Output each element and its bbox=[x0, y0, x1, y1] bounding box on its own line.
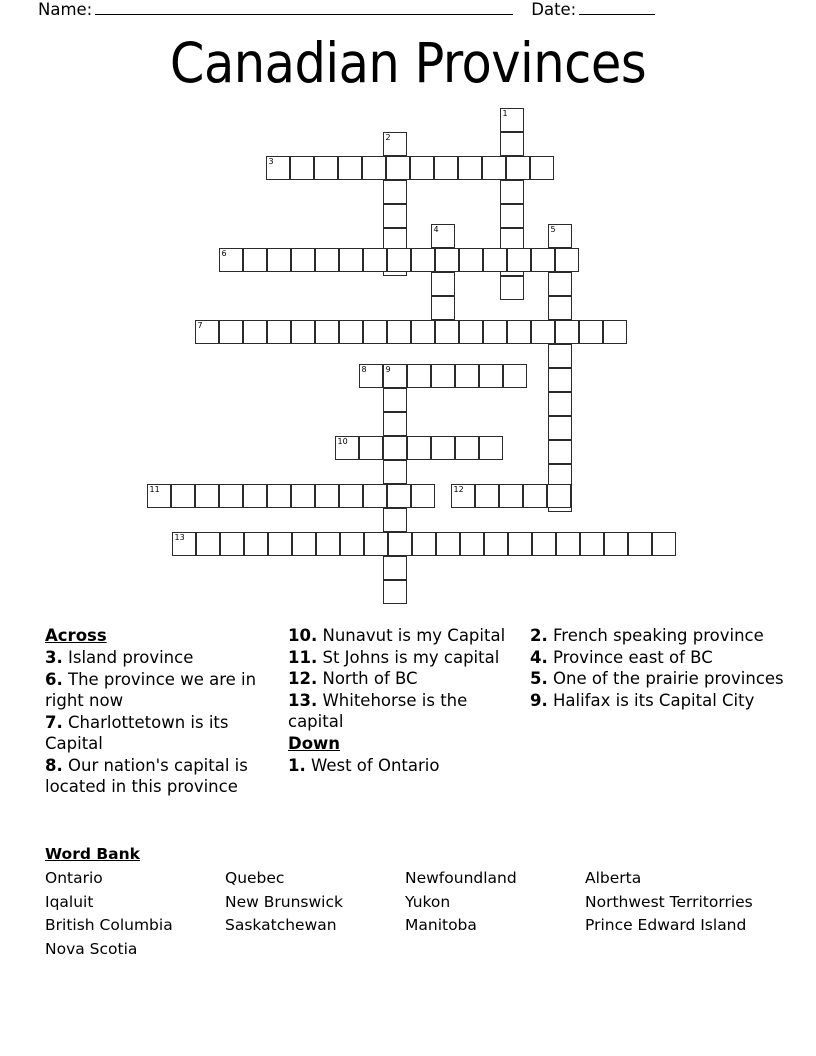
grid-cell[interactable] bbox=[531, 248, 555, 272]
grid-cell[interactable] bbox=[547, 484, 571, 508]
word-bank-item: Prince Edward Island bbox=[585, 916, 747, 934]
grid-cell[interactable] bbox=[507, 248, 531, 272]
grid-cell[interactable] bbox=[383, 364, 407, 388]
grid-cell[interactable] bbox=[335, 436, 359, 460]
grid-cell-number: 2 bbox=[385, 133, 391, 142]
word-bank-item: Northwest Territorries bbox=[585, 892, 753, 911]
clue-number: 6. bbox=[45, 669, 63, 689]
clue-down-5 bbox=[530, 668, 788, 690]
grid-cell[interactable] bbox=[171, 484, 195, 508]
word-bank-item: Ontario bbox=[45, 869, 103, 887]
grid-cell[interactable] bbox=[556, 532, 580, 556]
clue-number: 4. bbox=[530, 647, 548, 667]
grid-cell[interactable] bbox=[411, 248, 435, 272]
grid-cell[interactable] bbox=[532, 532, 556, 556]
grid-cell[interactable] bbox=[451, 484, 475, 508]
grid-cell[interactable] bbox=[499, 484, 523, 508]
grid-cell[interactable] bbox=[603, 320, 627, 344]
grid-cell[interactable] bbox=[500, 180, 524, 204]
grid-cell[interactable] bbox=[431, 224, 455, 248]
grid-cell[interactable] bbox=[503, 364, 527, 388]
word-bank-item: Manitoba bbox=[405, 916, 477, 934]
clue-across-10 bbox=[288, 625, 526, 647]
grid-cell[interactable] bbox=[243, 484, 267, 508]
grid-cell[interactable] bbox=[411, 484, 435, 508]
grid-cell[interactable] bbox=[548, 392, 572, 416]
grid-cell[interactable] bbox=[219, 248, 243, 272]
grid-cell[interactable] bbox=[483, 248, 507, 272]
grid-cell[interactable] bbox=[219, 484, 243, 508]
grid-cell[interactable] bbox=[460, 532, 484, 556]
grid-cell[interactable] bbox=[407, 364, 431, 388]
grid-cell[interactable] bbox=[267, 248, 291, 272]
grid-cell[interactable] bbox=[507, 320, 531, 344]
grid-cell[interactable] bbox=[455, 364, 479, 388]
clue-text: St Johns is my capital bbox=[322, 647, 500, 667]
clue-text: North of BC bbox=[322, 669, 418, 688]
word-bank-item: Quebec bbox=[225, 869, 285, 887]
grid-cell[interactable] bbox=[479, 364, 503, 388]
clue-column-1 bbox=[45, 625, 290, 798]
grid-cell[interactable] bbox=[435, 248, 459, 272]
grid-cell[interactable] bbox=[386, 156, 410, 180]
grid-cell-number: 5 bbox=[550, 225, 556, 234]
grid-cell[interactable] bbox=[290, 156, 314, 180]
grid-cell[interactable] bbox=[383, 132, 407, 156]
grid-cell[interactable] bbox=[383, 436, 407, 460]
grid-cell-number: 3 bbox=[268, 157, 274, 166]
down-heading: Down bbox=[288, 733, 341, 753]
grid-cell-number: 9 bbox=[385, 365, 391, 374]
grid-cell[interactable] bbox=[292, 532, 316, 556]
grid-cell[interactable] bbox=[548, 224, 572, 248]
grid-cell[interactable] bbox=[580, 532, 604, 556]
clue-across-6 bbox=[45, 669, 290, 712]
grid-cell[interactable] bbox=[475, 484, 499, 508]
grid-cell[interactable] bbox=[315, 484, 339, 508]
grid-cell[interactable] bbox=[359, 436, 383, 460]
grid-cell[interactable] bbox=[383, 388, 407, 412]
grid-cell-number: 8 bbox=[361, 365, 367, 374]
grid-cell[interactable] bbox=[435, 320, 459, 344]
clue-text: French speaking province bbox=[553, 626, 764, 645]
grid-cell[interactable] bbox=[523, 484, 547, 508]
word-bank-item: Saskatchewan bbox=[225, 916, 337, 934]
grid-cell[interactable] bbox=[548, 440, 572, 464]
clue-down-4 bbox=[530, 647, 788, 669]
grid-cell[interactable] bbox=[484, 532, 508, 556]
clue-across-3 bbox=[45, 647, 290, 669]
grid-cell[interactable] bbox=[315, 320, 339, 344]
grid-cell[interactable] bbox=[434, 156, 458, 180]
clue-number: 3. bbox=[45, 648, 63, 667]
grid-cell[interactable] bbox=[383, 460, 407, 484]
grid-cell[interactable] bbox=[383, 508, 407, 532]
word-bank-item: Newfoundland bbox=[405, 869, 517, 887]
grid-cell[interactable] bbox=[431, 436, 455, 460]
grid-cell[interactable] bbox=[455, 436, 479, 460]
grid-cell[interactable] bbox=[363, 484, 387, 508]
clue-number: 12. bbox=[288, 669, 318, 688]
clue-text: Whitehorse is the capital bbox=[288, 690, 468, 731]
grid-cell-number: 11 bbox=[149, 485, 160, 494]
grid-cell[interactable] bbox=[500, 204, 524, 228]
grid-cell[interactable] bbox=[220, 532, 244, 556]
clue-number: 7. bbox=[45, 712, 63, 732]
grid-cell[interactable] bbox=[243, 320, 267, 344]
grid-cell[interactable] bbox=[388, 532, 412, 556]
grid-cell[interactable] bbox=[479, 436, 503, 460]
grid-cell[interactable] bbox=[459, 320, 483, 344]
grid-cell[interactable] bbox=[314, 156, 338, 180]
clue-column-3 bbox=[530, 625, 788, 711]
clue-down-2 bbox=[530, 625, 788, 647]
name-label: Name: bbox=[38, 0, 93, 19]
grid-cell[interactable] bbox=[339, 320, 363, 344]
grid-cell[interactable] bbox=[340, 532, 364, 556]
grid-cell[interactable] bbox=[244, 532, 268, 556]
grid-cell[interactable] bbox=[147, 484, 171, 508]
clue-number: 10. bbox=[288, 626, 318, 645]
grid-cell[interactable] bbox=[316, 532, 340, 556]
clue-text: Province east of BC bbox=[553, 647, 713, 667]
grid-cell[interactable] bbox=[628, 532, 652, 556]
clue-number: 9. bbox=[530, 690, 548, 710]
grid-cell-number: 6 bbox=[221, 249, 227, 258]
clue-text: The province we are in right now bbox=[45, 669, 257, 710]
grid-cell[interactable] bbox=[410, 156, 434, 180]
word-bank-grid bbox=[45, 867, 790, 961]
grid-cell-number: 1 bbox=[502, 109, 508, 118]
grid-cell[interactable] bbox=[267, 320, 291, 344]
grid-cell[interactable] bbox=[383, 556, 407, 580]
grid-cell[interactable] bbox=[459, 248, 483, 272]
grid-cell[interactable] bbox=[338, 156, 362, 180]
grid-cell[interactable] bbox=[291, 320, 315, 344]
grid-cell-number: 4 bbox=[433, 225, 439, 234]
clue-across-11 bbox=[288, 647, 526, 669]
clue-number: 1. bbox=[288, 755, 306, 775]
clue-across-8 bbox=[45, 755, 290, 798]
clue-across-12 bbox=[288, 668, 526, 690]
grid-cell[interactable] bbox=[500, 108, 524, 132]
grid-cell[interactable] bbox=[506, 156, 530, 180]
grid-cell[interactable] bbox=[219, 320, 243, 344]
clue-number: 13. bbox=[288, 690, 318, 710]
grid-cell[interactable] bbox=[339, 248, 363, 272]
word-bank-item: New Brunswick bbox=[225, 892, 343, 911]
grid-cell[interactable] bbox=[412, 532, 436, 556]
grid-cell[interactable] bbox=[604, 532, 628, 556]
grid-cell[interactable] bbox=[195, 484, 219, 508]
grid-cell[interactable] bbox=[530, 156, 554, 180]
clue-text: West of Ontario bbox=[311, 755, 440, 775]
grid-cell[interactable] bbox=[548, 272, 572, 296]
word-bank bbox=[45, 843, 790, 961]
grid-cell[interactable] bbox=[364, 532, 388, 556]
word-bank-item: Nova Scotia bbox=[45, 939, 138, 958]
word-bank-item: Iqaluit bbox=[45, 892, 94, 911]
grid-cell-number: 7 bbox=[197, 321, 203, 330]
grid-cell[interactable] bbox=[383, 204, 407, 228]
grid-cell[interactable] bbox=[436, 532, 460, 556]
grid-cell-number: 10 bbox=[337, 437, 348, 446]
grid-cell[interactable] bbox=[362, 156, 386, 180]
grid-cell[interactable] bbox=[387, 248, 411, 272]
word-bank-item: Alberta bbox=[585, 869, 642, 887]
grid-cell[interactable] bbox=[508, 532, 532, 556]
grid-cell[interactable] bbox=[407, 436, 431, 460]
clue-across-13 bbox=[288, 690, 526, 733]
clues-section bbox=[0, 625, 816, 830]
clue-text: Nunavut is my Capital bbox=[322, 626, 506, 645]
grid-cell[interactable] bbox=[431, 272, 455, 296]
grid-cell[interactable] bbox=[548, 416, 572, 440]
grid-cell[interactable] bbox=[431, 296, 455, 320]
grid-cell[interactable] bbox=[548, 344, 572, 368]
clue-down-9 bbox=[530, 690, 788, 712]
grid-cell[interactable] bbox=[482, 156, 506, 180]
grid-cell[interactable] bbox=[431, 364, 455, 388]
clue-down-1 bbox=[288, 755, 526, 777]
grid-cell[interactable] bbox=[383, 412, 407, 436]
grid-cell[interactable] bbox=[579, 320, 603, 344]
grid-cell[interactable] bbox=[363, 320, 387, 344]
clue-number: 5. bbox=[530, 669, 548, 688]
grid-cell[interactable] bbox=[359, 364, 383, 388]
grid-cell[interactable] bbox=[291, 484, 315, 508]
grid-cell[interactable] bbox=[387, 320, 411, 344]
clue-text: Island province bbox=[68, 648, 194, 667]
grid-cell[interactable] bbox=[268, 532, 292, 556]
clue-text: Our nation's capital is located in this province bbox=[45, 755, 248, 796]
grid-cell-number: 12 bbox=[453, 485, 464, 494]
grid-cell[interactable] bbox=[500, 276, 524, 300]
grid-cell[interactable] bbox=[652, 532, 676, 556]
grid-cell-number: 13 bbox=[174, 533, 185, 542]
clue-number: 2. bbox=[530, 626, 548, 645]
page-title: Canadian Provinces bbox=[169, 31, 647, 95]
grid-cell[interactable] bbox=[383, 180, 407, 204]
grid-cell[interactable] bbox=[266, 156, 290, 180]
date-label: Date: bbox=[531, 0, 577, 19]
grid-cell[interactable] bbox=[196, 532, 220, 556]
grid-cell[interactable] bbox=[458, 156, 482, 180]
grid-cell[interactable] bbox=[411, 320, 435, 344]
grid-cell[interactable] bbox=[363, 248, 387, 272]
clue-column-2 bbox=[288, 625, 526, 776]
grid-cell[interactable] bbox=[387, 484, 411, 508]
grid-cell[interactable] bbox=[531, 320, 555, 344]
grid-cell[interactable] bbox=[315, 248, 339, 272]
grid-cell[interactable] bbox=[555, 320, 579, 344]
grid-cell[interactable] bbox=[383, 580, 407, 604]
clue-number: 11. bbox=[288, 647, 318, 667]
word-bank-heading: Word Bank bbox=[45, 845, 140, 863]
grid-cell[interactable] bbox=[339, 484, 363, 508]
clue-text: Halifax is its Capital City bbox=[553, 690, 755, 710]
clue-number: 8. bbox=[45, 755, 63, 775]
grid-cell[interactable] bbox=[555, 248, 579, 272]
grid-cell[interactable] bbox=[500, 132, 524, 156]
word-bank-item: Yukon bbox=[405, 892, 451, 911]
grid-cell[interactable] bbox=[195, 320, 219, 344]
clue-text: One of the prairie provinces bbox=[553, 669, 784, 688]
across-heading: Across bbox=[45, 626, 107, 645]
grid-cell[interactable] bbox=[243, 248, 267, 272]
grid-cell[interactable] bbox=[172, 532, 196, 556]
grid-cell[interactable] bbox=[548, 296, 572, 320]
clue-across-7 bbox=[45, 712, 290, 755]
grid-cell[interactable] bbox=[548, 368, 572, 392]
word-bank-item: British Columbia bbox=[45, 916, 173, 934]
grid-cell[interactable] bbox=[291, 248, 315, 272]
clue-text: Charlottetown is its Capital bbox=[45, 712, 229, 753]
grid-cell[interactable] bbox=[267, 484, 291, 508]
grid-cell[interactable] bbox=[483, 320, 507, 344]
